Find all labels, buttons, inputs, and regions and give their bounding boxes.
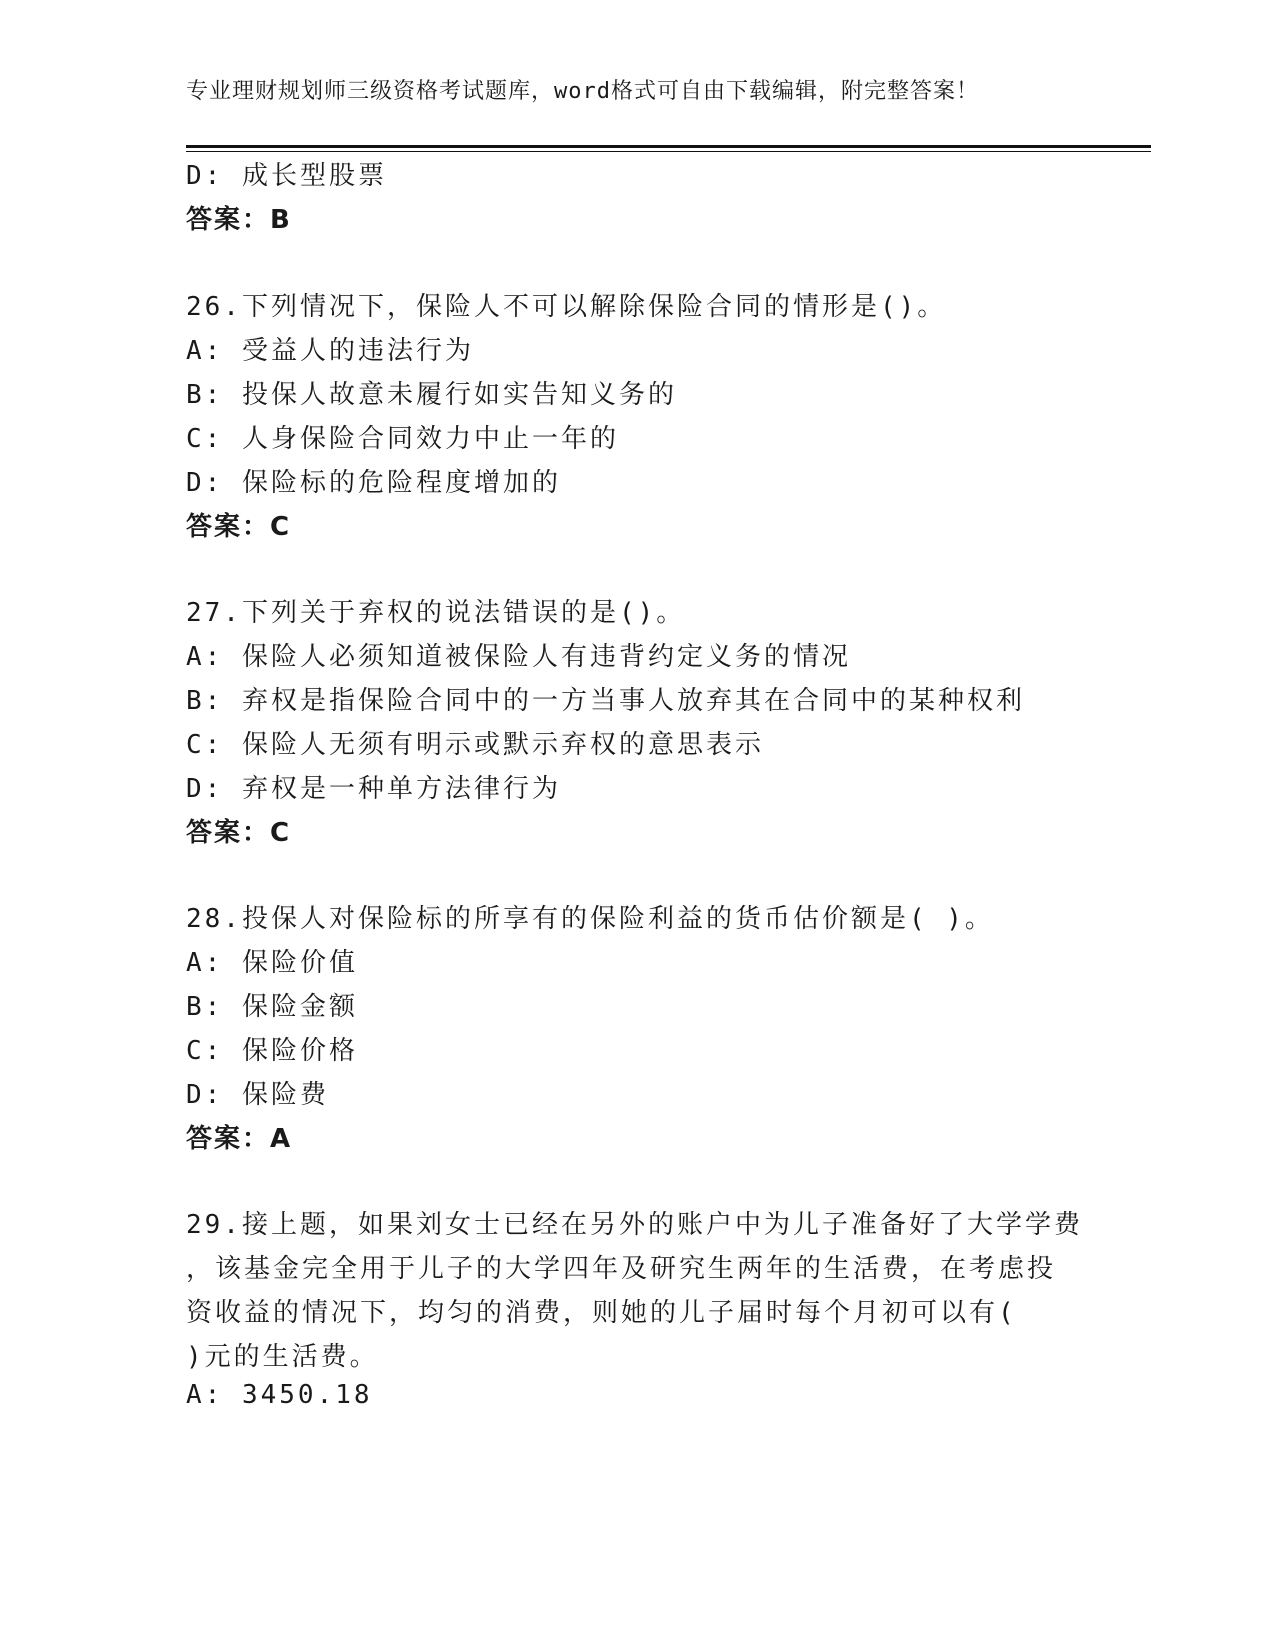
header-rule-thin: [186, 151, 1151, 152]
option-c: C: 人身保险合同效力中止一年的: [186, 424, 619, 454]
option-c: C: 保险价格: [186, 1036, 358, 1066]
option-b: B: 弃权是指保险合同中的一方当事人放弃其在合同中的某种权利: [186, 686, 1025, 716]
option-d: D: 成长型股票: [186, 161, 387, 191]
page-header: 专业理财规划师三级资格考试题库，word格式可自由下载编辑，附完整答案！: [186, 79, 979, 104]
header-rule-thick: [186, 145, 1151, 148]
question-27: 27.下列关于弃权的说法错误的是()。: [186, 598, 686, 628]
question-28: 28.投保人对保险标的所享有的保险利益的货币估价额是( )。: [186, 904, 994, 934]
answer-line: 答案：B: [186, 205, 292, 235]
answer-line: 答案：C: [186, 512, 292, 542]
option-d: D: 弃权是一种单方法律行为: [186, 774, 561, 804]
option-c: C: 保险人无须有明示或默示弃权的意思表示: [186, 730, 764, 760]
option-a: A: 保险人必须知道被保险人有违背约定义务的情况: [186, 642, 851, 672]
question-29-line-3: 资收益的情况下，均匀的消费，则她的儿子届时每个月初可以有(: [186, 1298, 1017, 1328]
question-26: 26.下列情况下，保险人不可以解除保险合同的情形是()。: [186, 292, 947, 322]
option-a: A: 3450.18: [186, 1380, 373, 1410]
answer-line: 答案：A: [186, 1124, 293, 1154]
option-a: A: 受益人的违法行为: [186, 336, 474, 366]
option-b: B: 保险金额: [186, 992, 358, 1022]
option-b: B: 投保人故意未履行如实告知义务的: [186, 380, 677, 410]
question-29-line-4: )元的生活费。: [186, 1342, 379, 1372]
question-29-line-1: 29.接上题，如果刘女士已经在另外的账户中为儿子准备好了大学学费: [186, 1210, 1083, 1240]
option-d: D: 保险费: [186, 1080, 329, 1110]
option-d: D: 保险标的危险程度增加的: [186, 468, 561, 498]
answer-line: 答案：C: [186, 818, 292, 848]
option-a: A: 保险价值: [186, 948, 358, 978]
question-29-line-2: ，该基金完全用于儿子的大学四年及研究生两年的生活费，在考虑投: [186, 1254, 1057, 1284]
